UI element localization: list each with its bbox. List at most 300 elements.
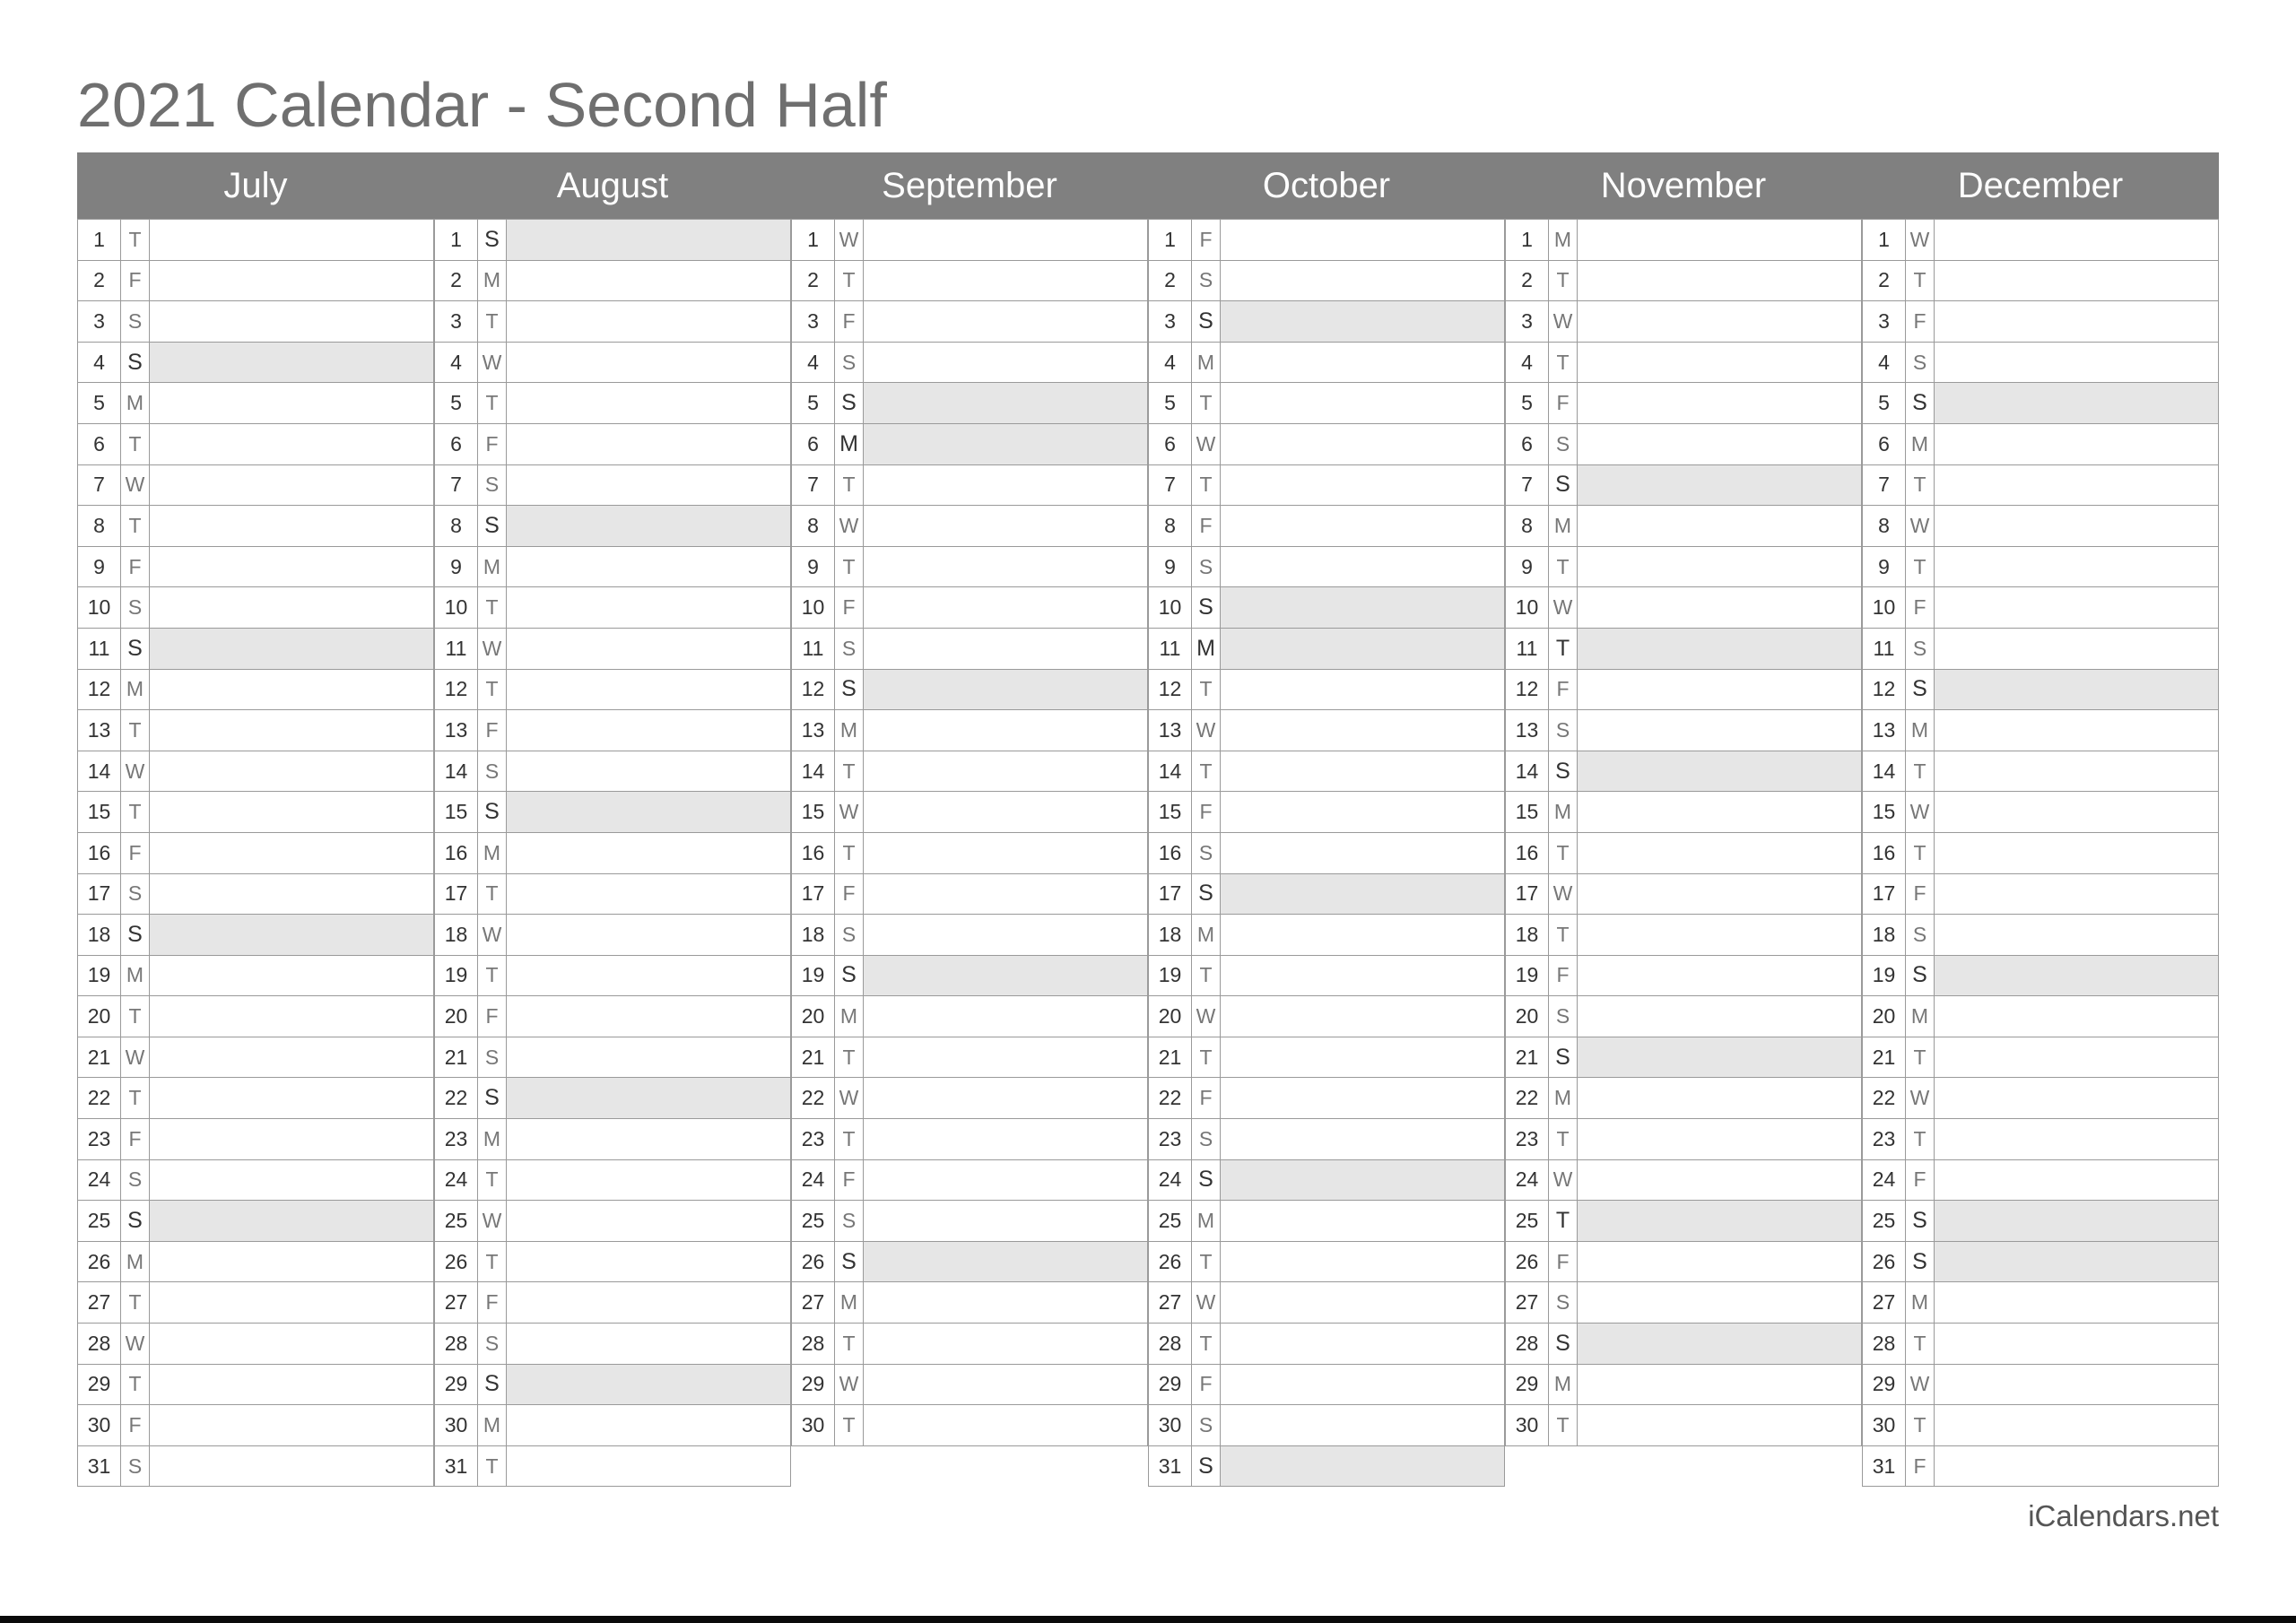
day-row xyxy=(1148,996,1505,1037)
day-note-area xyxy=(1221,710,1504,751)
day-note-area xyxy=(864,465,1147,506)
day-of-week: W xyxy=(478,1201,507,1241)
day-row xyxy=(77,874,434,916)
day-row xyxy=(1148,874,1505,916)
day-number: 27 xyxy=(78,1282,121,1323)
day-number: 8 xyxy=(1506,506,1549,546)
day-note-area xyxy=(864,1242,1147,1282)
day-row xyxy=(434,874,791,916)
day-row xyxy=(77,261,434,302)
day-note-area xyxy=(864,710,1147,751)
day-note-area xyxy=(1221,1365,1504,1405)
day-of-week: S xyxy=(835,670,864,710)
day-note-area xyxy=(1221,1037,1504,1078)
day-of-week: F xyxy=(1549,670,1578,710)
day-note-area xyxy=(1935,465,2218,506)
day-note-area xyxy=(507,915,790,955)
day-row xyxy=(434,670,791,711)
day-number: 14 xyxy=(435,751,478,792)
day-row xyxy=(791,343,1148,384)
day-number: 30 xyxy=(435,1405,478,1445)
day-row xyxy=(1862,710,2219,751)
day-number: 9 xyxy=(1863,547,1906,587)
day-number: 29 xyxy=(435,1365,478,1405)
day-row xyxy=(434,1119,791,1160)
day-row xyxy=(791,547,1148,588)
day-note-area xyxy=(150,1201,433,1241)
day-note-area xyxy=(1221,670,1504,710)
day-note-area xyxy=(150,1119,433,1159)
day-number: 14 xyxy=(78,751,121,792)
month-name-november: November xyxy=(1600,166,1767,205)
day-of-week: T xyxy=(1549,833,1578,873)
day-row xyxy=(1862,261,2219,302)
day-number: 17 xyxy=(1149,874,1192,915)
day-note-area xyxy=(1221,424,1504,464)
day-row xyxy=(1862,670,2219,711)
day-row xyxy=(1505,915,1862,956)
day-of-week: S xyxy=(121,587,150,628)
day-row xyxy=(1148,1405,1505,1446)
day-of-week: S xyxy=(1549,1282,1578,1323)
day-row xyxy=(1505,1324,1862,1365)
day-of-week: S xyxy=(1192,261,1221,301)
day-of-week: M xyxy=(1906,996,1935,1037)
day-row xyxy=(1148,629,1505,670)
day-number: 31 xyxy=(435,1446,478,1487)
day-number: 20 xyxy=(1149,996,1192,1037)
day-of-week: F xyxy=(835,301,864,342)
day-note-area xyxy=(150,1078,433,1118)
day-row xyxy=(791,751,1148,793)
day-note-area xyxy=(1935,1160,2218,1201)
day-note-area xyxy=(1221,1242,1504,1282)
day-row xyxy=(1862,1242,2219,1283)
day-of-week: W xyxy=(835,792,864,832)
day-row xyxy=(434,219,791,261)
day-number: 24 xyxy=(1149,1160,1192,1201)
day-row xyxy=(1862,1119,2219,1160)
day-note-area xyxy=(1935,751,2218,792)
day-number: 4 xyxy=(1863,343,1906,383)
day-note-area xyxy=(1221,792,1504,832)
day-note-area xyxy=(1221,261,1504,301)
day-note-area xyxy=(507,1201,790,1241)
day-number: 25 xyxy=(1149,1201,1192,1241)
day-number: 7 xyxy=(78,465,121,506)
day-number: 27 xyxy=(435,1282,478,1323)
day-note-area xyxy=(1935,1405,2218,1445)
day-row xyxy=(1505,1078,1862,1119)
day-of-week: T xyxy=(478,383,507,423)
day-note-area xyxy=(150,1446,433,1487)
day-note-area xyxy=(507,261,790,301)
day-number: 27 xyxy=(1149,1282,1192,1323)
day-number: 13 xyxy=(435,710,478,751)
day-number: 13 xyxy=(1863,710,1906,751)
day-row xyxy=(1505,587,1862,629)
day-row xyxy=(791,1160,1148,1202)
day-of-week: F xyxy=(121,1405,150,1445)
day-of-week: S xyxy=(1906,915,1935,955)
day-note-area xyxy=(150,874,433,915)
day-row xyxy=(1505,956,1862,997)
day-note-area xyxy=(1578,343,1861,383)
day-of-week: S xyxy=(1549,751,1578,792)
day-row xyxy=(1862,1160,2219,1202)
day-number: 13 xyxy=(1149,710,1192,751)
day-note-area xyxy=(1935,629,2218,669)
day-number: 2 xyxy=(1506,261,1549,301)
day-note-area xyxy=(150,587,433,628)
month-name-september: September xyxy=(882,166,1057,205)
day-of-week: M xyxy=(835,996,864,1037)
day-number: 2 xyxy=(78,261,121,301)
day-number: 9 xyxy=(792,547,835,587)
day-of-week: S xyxy=(478,751,507,792)
day-note-area xyxy=(507,1324,790,1364)
day-row xyxy=(434,1282,791,1324)
day-note-area xyxy=(507,1078,790,1118)
day-note-area xyxy=(1935,424,2218,464)
day-row xyxy=(791,1365,1148,1406)
day-note-area xyxy=(1578,383,1861,423)
day-number: 1 xyxy=(435,220,478,260)
day-of-week: S xyxy=(835,1242,864,1282)
day-of-week: M xyxy=(1549,792,1578,832)
day-of-week: T xyxy=(835,833,864,873)
day-note-area xyxy=(864,506,1147,546)
day-of-week: F xyxy=(835,1160,864,1201)
day-of-week: T xyxy=(1906,465,1935,506)
day-of-week: M xyxy=(835,710,864,751)
day-note-area xyxy=(507,751,790,792)
day-row xyxy=(1862,1365,2219,1406)
day-note-area xyxy=(1578,465,1861,506)
day-note-area xyxy=(1935,1078,2218,1118)
day-of-week: S xyxy=(1192,547,1221,587)
day-note-area xyxy=(1935,710,2218,751)
day-row xyxy=(791,261,1148,302)
day-note-area xyxy=(1578,996,1861,1037)
day-of-week: T xyxy=(835,1037,864,1078)
day-of-week: W xyxy=(1192,996,1221,1037)
day-of-week: T xyxy=(1192,1324,1221,1364)
day-note-area xyxy=(150,956,433,996)
day-note-area xyxy=(864,261,1147,301)
day-row xyxy=(77,915,434,956)
day-number: 1 xyxy=(1863,220,1906,260)
day-note-area xyxy=(1221,833,1504,873)
day-note-area xyxy=(507,301,790,342)
day-note-area xyxy=(1221,301,1504,342)
day-number: 23 xyxy=(78,1119,121,1159)
day-of-week: S xyxy=(1906,343,1935,383)
day-row xyxy=(77,547,434,588)
day-of-week: F xyxy=(1906,874,1935,915)
day-note-area xyxy=(1221,874,1504,915)
month-header-bar xyxy=(77,152,2219,219)
day-number: 7 xyxy=(1506,465,1549,506)
day-row xyxy=(791,874,1148,916)
day-note-area xyxy=(864,220,1147,260)
day-of-week: S xyxy=(478,1324,507,1364)
day-number: 2 xyxy=(435,261,478,301)
day-row xyxy=(77,424,434,465)
day-of-week: T xyxy=(121,424,150,464)
day-number: 9 xyxy=(78,547,121,587)
day-note-area xyxy=(1935,874,2218,915)
day-of-week: S xyxy=(1192,1405,1221,1445)
day-row xyxy=(1505,219,1862,261)
day-number: 9 xyxy=(1506,547,1549,587)
day-row xyxy=(77,1446,434,1488)
day-note-area xyxy=(864,1201,1147,1241)
day-number: 3 xyxy=(1863,301,1906,342)
day-row xyxy=(791,792,1148,833)
day-row xyxy=(1148,670,1505,711)
day-row xyxy=(1505,1405,1862,1446)
day-row xyxy=(77,1037,434,1079)
day-row xyxy=(1862,1037,2219,1079)
day-number: 19 xyxy=(792,956,835,996)
day-row xyxy=(1148,1324,1505,1365)
day-number: 17 xyxy=(1863,874,1906,915)
day-of-week: T xyxy=(121,1365,150,1405)
day-of-week: T xyxy=(478,301,507,342)
day-of-week: F xyxy=(121,547,150,587)
day-of-week: S xyxy=(1192,1160,1221,1201)
day-note-area xyxy=(1578,301,1861,342)
day-number: 17 xyxy=(435,874,478,915)
day-note-area xyxy=(1221,1119,1504,1159)
day-of-week: W xyxy=(121,1037,150,1078)
day-row xyxy=(791,1324,1148,1365)
day-of-week: T xyxy=(1192,1037,1221,1078)
day-of-week: F xyxy=(1549,1242,1578,1282)
day-number: 23 xyxy=(435,1119,478,1159)
month-name-july: July xyxy=(223,166,288,205)
day-number: 10 xyxy=(435,587,478,628)
day-number: 16 xyxy=(792,833,835,873)
day-of-week: T xyxy=(1549,1119,1578,1159)
day-of-week: T xyxy=(121,710,150,751)
day-of-week: T xyxy=(1906,1405,1935,1445)
day-note-area xyxy=(1221,220,1504,260)
day-note-area xyxy=(1221,751,1504,792)
day-number: 23 xyxy=(1506,1119,1549,1159)
day-row xyxy=(791,1242,1148,1283)
day-row xyxy=(1862,424,2219,465)
day-note-area xyxy=(150,996,433,1037)
day-of-week: S xyxy=(1192,874,1221,915)
day-of-week: W xyxy=(1549,587,1578,628)
day-row xyxy=(1148,1160,1505,1202)
day-of-week: M xyxy=(121,670,150,710)
day-number: 15 xyxy=(1149,792,1192,832)
day-row xyxy=(1862,792,2219,833)
day-row xyxy=(1505,261,1862,302)
day-row xyxy=(1148,792,1505,833)
day-note-area xyxy=(507,710,790,751)
day-note-area xyxy=(1221,1160,1504,1201)
day-of-week: T xyxy=(835,465,864,506)
day-row xyxy=(434,1160,791,1202)
day-note-area xyxy=(1935,996,2218,1037)
day-of-week: F xyxy=(835,874,864,915)
day-of-week: T xyxy=(1192,1242,1221,1282)
day-number: 18 xyxy=(1506,915,1549,955)
day-note-area xyxy=(864,1119,1147,1159)
day-note-area xyxy=(1578,1037,1861,1078)
day-note-area xyxy=(1935,1242,2218,1282)
day-note-area xyxy=(1935,1119,2218,1159)
footer-credit: iCalendars.net xyxy=(2028,1499,2219,1532)
day-note-area xyxy=(1935,547,2218,587)
day-of-week: T xyxy=(478,874,507,915)
day-note-area xyxy=(1578,629,1861,669)
day-number: 1 xyxy=(1506,220,1549,260)
day-row xyxy=(77,1119,434,1160)
day-row xyxy=(1148,915,1505,956)
day-number: 19 xyxy=(1506,956,1549,996)
day-number: 22 xyxy=(435,1078,478,1118)
day-row xyxy=(1505,1037,1862,1079)
day-number: 27 xyxy=(1863,1282,1906,1323)
day-number: 18 xyxy=(792,915,835,955)
day-number: 7 xyxy=(792,465,835,506)
day-note-area xyxy=(1578,1282,1861,1323)
month-name-august: August xyxy=(556,166,669,205)
day-number: 6 xyxy=(78,424,121,464)
day-row xyxy=(434,956,791,997)
day-row xyxy=(434,506,791,547)
day-number: 16 xyxy=(435,833,478,873)
day-of-week: T xyxy=(1192,670,1221,710)
day-note-area xyxy=(1221,506,1504,546)
day-of-week: S xyxy=(1192,833,1221,873)
day-note-area xyxy=(150,506,433,546)
day-note-area xyxy=(507,547,790,587)
day-number: 3 xyxy=(1506,301,1549,342)
day-note-area xyxy=(1578,670,1861,710)
day-of-week: S xyxy=(478,465,507,506)
day-of-week: S xyxy=(121,1201,150,1241)
day-of-week: T xyxy=(1906,1037,1935,1078)
day-number: 3 xyxy=(435,301,478,342)
day-note-area xyxy=(1578,261,1861,301)
day-number: 25 xyxy=(1506,1201,1549,1241)
day-of-week: F xyxy=(835,587,864,628)
day-note-area xyxy=(1221,1282,1504,1323)
day-number: 21 xyxy=(78,1037,121,1078)
day-row xyxy=(1148,383,1505,424)
day-row xyxy=(791,629,1148,670)
day-number: 24 xyxy=(792,1160,835,1201)
day-note-area xyxy=(1578,1324,1861,1364)
day-number: 3 xyxy=(1149,301,1192,342)
day-of-week: S xyxy=(121,301,150,342)
day-row xyxy=(1862,219,2219,261)
day-row xyxy=(1148,547,1505,588)
day-of-week: T xyxy=(1549,629,1578,669)
day-of-week: T xyxy=(1192,956,1221,996)
day-note-area xyxy=(150,1242,433,1282)
day-of-week: M xyxy=(1906,1282,1935,1323)
day-note-area xyxy=(1578,1078,1861,1118)
day-number: 16 xyxy=(1506,833,1549,873)
day-row xyxy=(434,547,791,588)
day-note-area xyxy=(1578,956,1861,996)
day-row xyxy=(1505,670,1862,711)
day-of-week: S xyxy=(478,1037,507,1078)
day-number: 20 xyxy=(792,996,835,1037)
day-row xyxy=(1505,465,1862,507)
day-of-week: S xyxy=(1549,1324,1578,1364)
day-row xyxy=(77,1282,434,1324)
day-number: 30 xyxy=(1506,1405,1549,1445)
day-number: 5 xyxy=(792,383,835,423)
day-row xyxy=(1148,956,1505,997)
day-row xyxy=(1148,833,1505,874)
day-note-area xyxy=(150,833,433,873)
day-row xyxy=(1148,261,1505,302)
day-of-week: T xyxy=(121,506,150,546)
day-row xyxy=(77,1405,434,1446)
day-row xyxy=(1505,1160,1862,1202)
day-note-area xyxy=(864,301,1147,342)
day-note-area xyxy=(507,587,790,628)
day-number: 26 xyxy=(1149,1242,1192,1282)
day-of-week: S xyxy=(1906,670,1935,710)
day-row xyxy=(1505,874,1862,916)
day-note-area xyxy=(507,1037,790,1078)
day-row xyxy=(434,1078,791,1119)
day-number: 23 xyxy=(1149,1119,1192,1159)
day-of-week: F xyxy=(1192,506,1221,546)
day-number: 6 xyxy=(1506,424,1549,464)
day-note-area xyxy=(507,874,790,915)
day-note-area xyxy=(150,1160,433,1201)
day-note-area xyxy=(1935,587,2218,628)
day-number: 16 xyxy=(1863,833,1906,873)
day-row xyxy=(1148,1446,1505,1488)
day-row xyxy=(1862,1282,2219,1324)
day-row xyxy=(1505,1365,1862,1406)
day-number: 19 xyxy=(435,956,478,996)
day-of-week: M xyxy=(835,424,864,464)
day-row xyxy=(1505,1242,1862,1283)
day-note-area xyxy=(150,547,433,587)
day-row xyxy=(1862,874,2219,916)
day-number: 5 xyxy=(1149,383,1192,423)
day-number: 25 xyxy=(792,1201,835,1241)
day-note-area xyxy=(507,343,790,383)
day-of-week: T xyxy=(1549,261,1578,301)
month-column-october xyxy=(1148,219,1505,1487)
day-of-week: S xyxy=(478,1078,507,1118)
day-of-week: T xyxy=(835,547,864,587)
day-note-area xyxy=(507,383,790,423)
day-of-week: S xyxy=(478,1365,507,1405)
day-of-week: S xyxy=(478,792,507,832)
day-of-week: T xyxy=(121,1282,150,1323)
day-note-area xyxy=(1935,792,2218,832)
day-note-area xyxy=(1578,1365,1861,1405)
day-number: 16 xyxy=(78,833,121,873)
day-note-area xyxy=(1935,383,2218,423)
day-of-week: S xyxy=(1192,301,1221,342)
